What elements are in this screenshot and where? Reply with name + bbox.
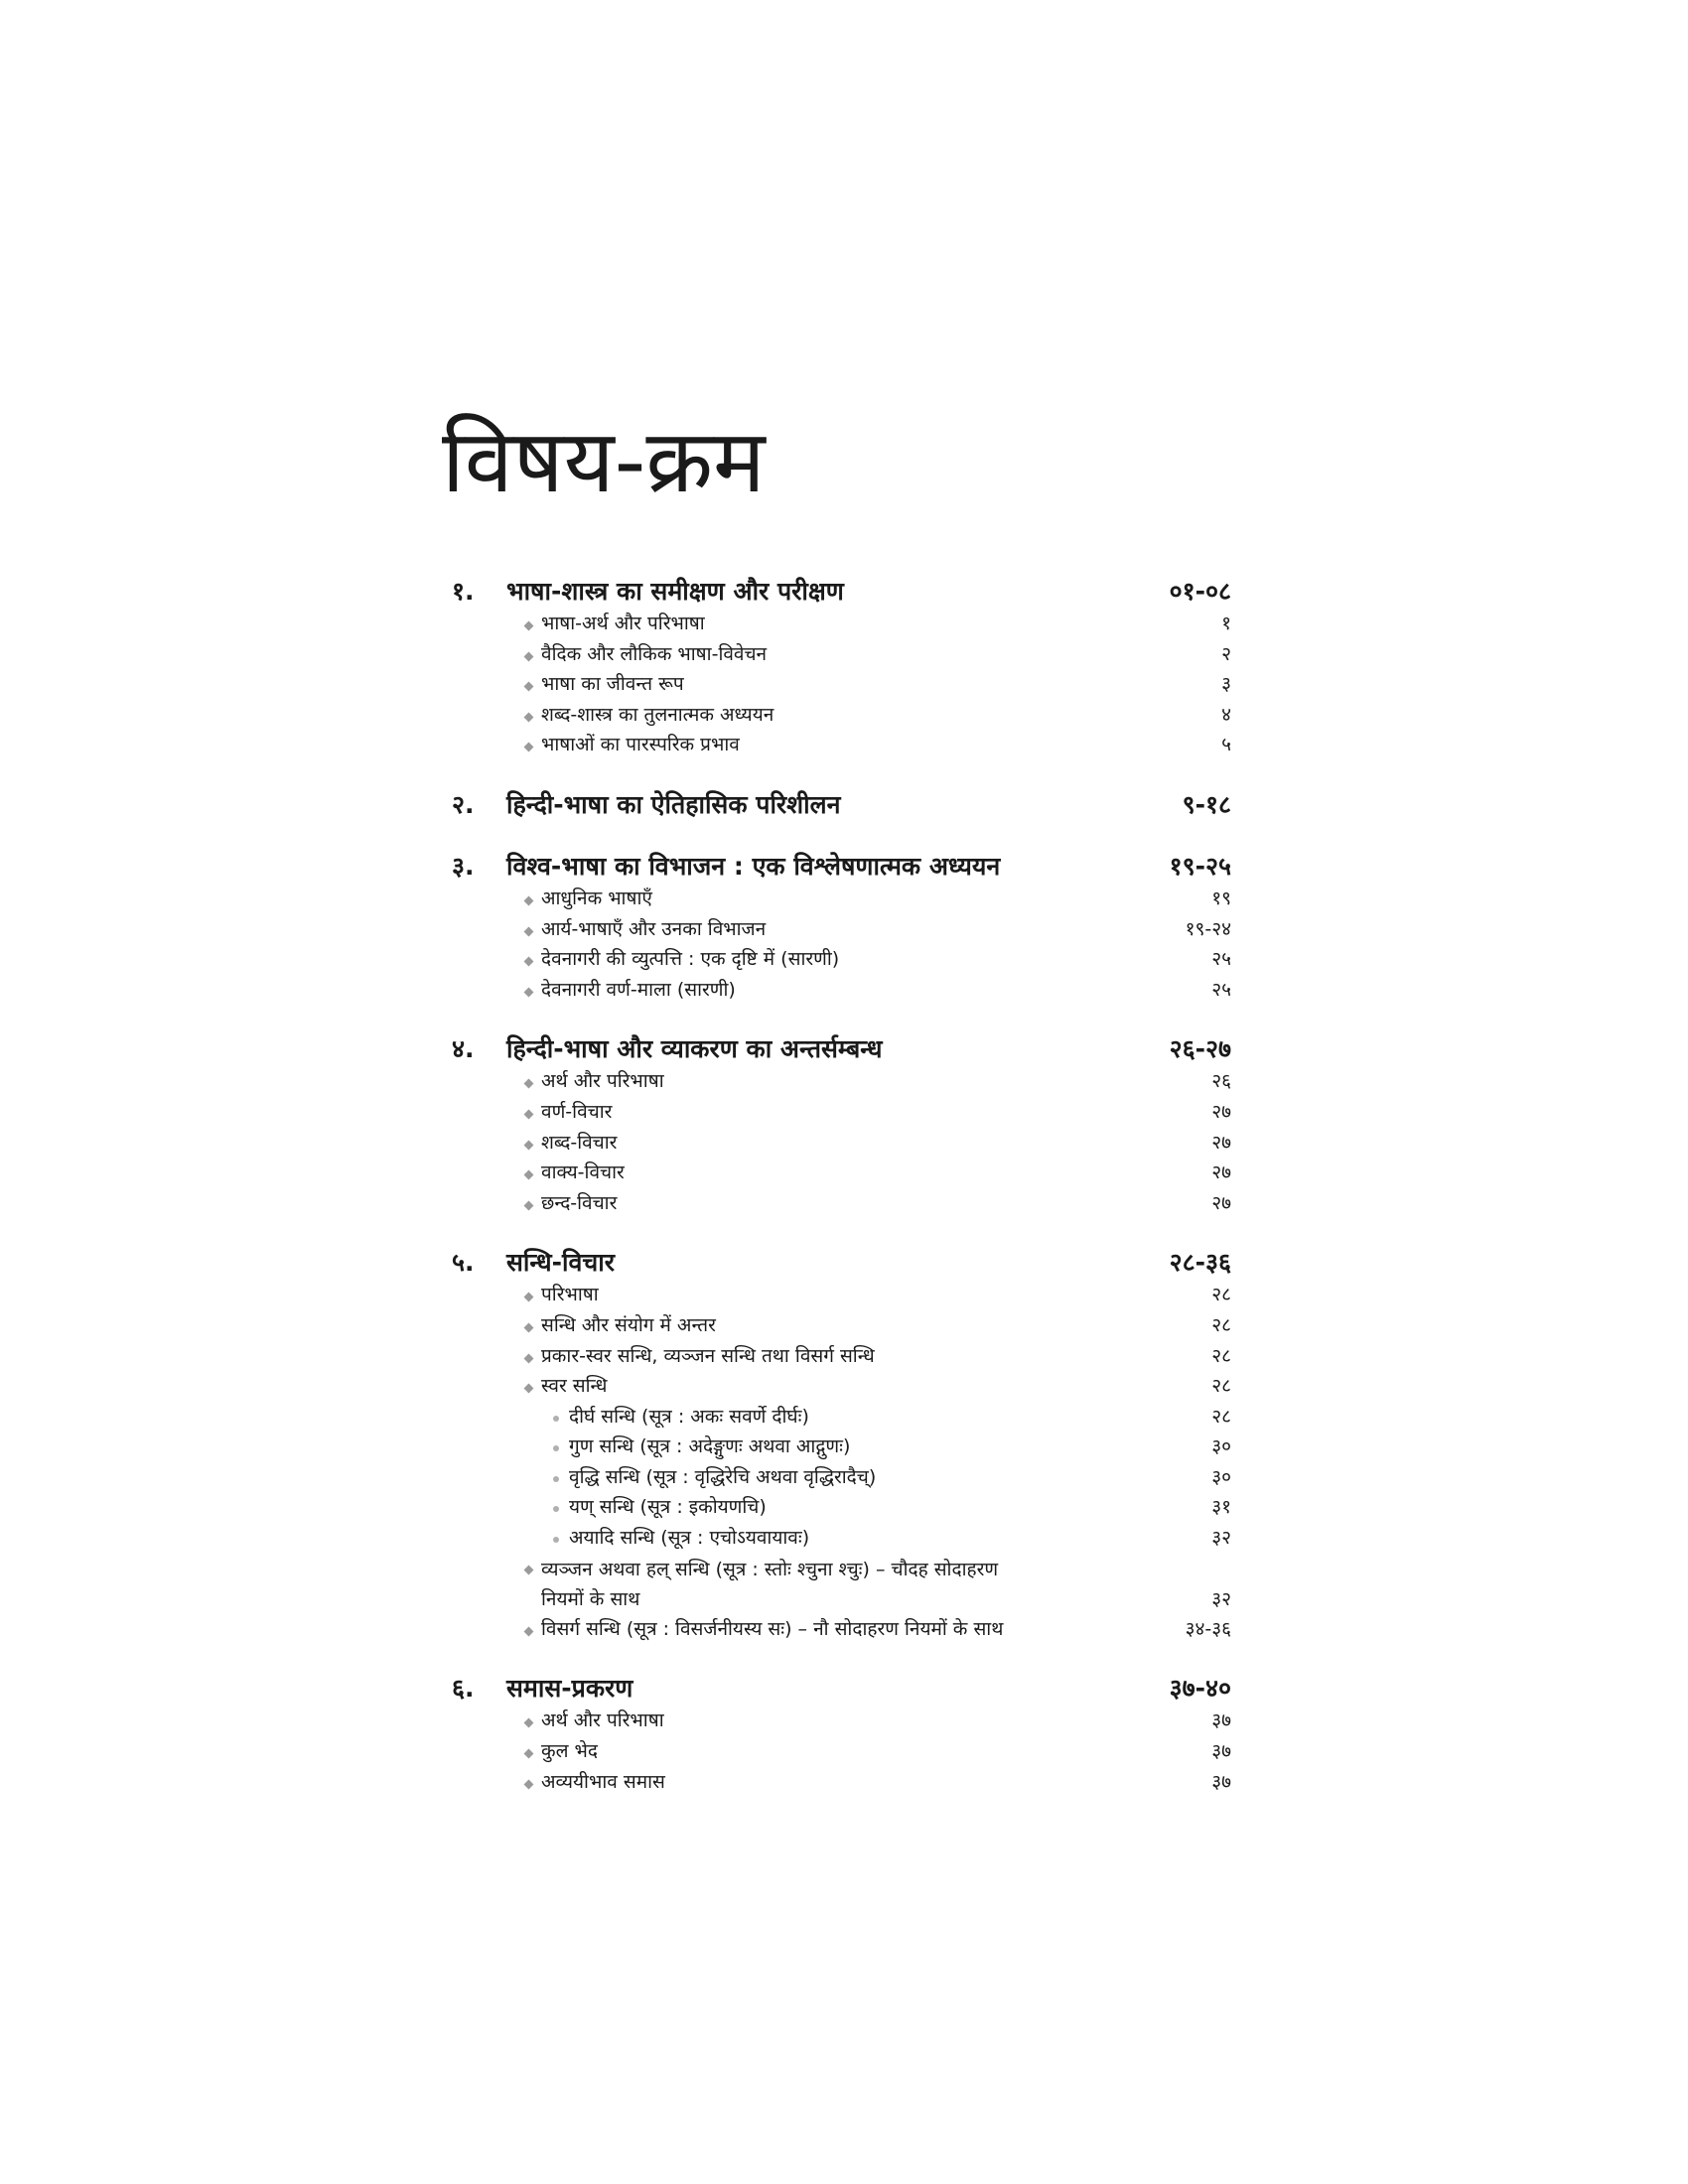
page-title: विषय-क्रम (442, 410, 766, 512)
item-pages: ३७ (1211, 1770, 1231, 1793)
table-of-contents (452, 574, 1231, 1824)
chapter-6 (452, 1671, 1231, 1798)
item-text-multiline (521, 1555, 1192, 1615)
chapter-pages: १९-२५ (1169, 851, 1231, 881)
dot-bullet-icon (553, 1476, 559, 1482)
chapter-1 (452, 574, 1231, 761)
item-pages: २७ (1211, 1131, 1231, 1154)
chapter-heading[interactable] (452, 1031, 1231, 1067)
item-pages: ३७ (1211, 1740, 1231, 1763)
subitem-pages: ३२ (1211, 1527, 1231, 1550)
chapter-4 (452, 1031, 1231, 1219)
item-text: सन्धि और संयोग में अन्तर (541, 1313, 716, 1336)
item-text: वाक्य-विचार (541, 1161, 625, 1184)
item-pages: ३७ (1211, 1709, 1231, 1732)
item-text: अर्थ और परिभाषा (541, 1070, 664, 1093)
toc-item[interactable] (452, 1129, 1231, 1160)
toc-item[interactable] (452, 670, 1231, 701)
chapter-pages: २८-३६ (1169, 1248, 1231, 1278)
dot-bullet-icon (553, 1416, 559, 1422)
item-text: देवनागरी वर्ण-माला (सारणी) (541, 978, 736, 1001)
item-text: आर्य-भाषाएँ और उनका विभाजन (541, 917, 767, 940)
item-pages: ३ (1221, 673, 1231, 696)
chapter-title: भाषा-शास्त्र का समीक्षण और परीक्षण (506, 577, 844, 606)
toc-item[interactable] (452, 1067, 1231, 1098)
item-pages: ५ (1221, 734, 1231, 756)
item-text: वर्ण-विचार (541, 1100, 613, 1123)
toc-item[interactable] (452, 1372, 1231, 1403)
item-text: भाषा-अर्थ और परिभाषा (541, 613, 705, 634)
subitem-pages: २८ (1211, 1405, 1231, 1428)
toc-item[interactable] (452, 1737, 1231, 1768)
chapter-pages: ०१-०८ (1169, 577, 1231, 606)
toc-item[interactable] (452, 1189, 1231, 1220)
item-text: अर्थ और परिभाषा (541, 1709, 664, 1732)
subitem-pages: ३१ (1211, 1496, 1231, 1519)
toc-item[interactable] (452, 1342, 1231, 1373)
chapter-title: विश्व-भाषा का विभाजन : एक विश्लेषणात्मक अध्ययन (506, 851, 1001, 881)
item-pages: १९-२४ (1185, 917, 1231, 940)
subitem-text: वृद्धि सन्धि (सूत्र : वृद्धिरेचि अथवा वृद्धिरादैच्) (569, 1465, 877, 1488)
item-pages: ३४-३६ (1185, 1617, 1231, 1640)
chapter-heading[interactable] (452, 1245, 1231, 1281)
item-pages: १९ (1211, 887, 1231, 909)
item-pages: २७ (1211, 1161, 1231, 1184)
chapter-title: समास-प्रकरण (506, 1674, 633, 1704)
toc-item[interactable] (452, 731, 1231, 761)
item-pages: २८ (1211, 1284, 1231, 1306)
item-pages: २७ (1211, 1100, 1231, 1123)
item-text: देवनागरी की व्युत्पत्ति : एक दृष्टि में (सारणी) (541, 948, 840, 971)
toc-item[interactable] (452, 1159, 1231, 1189)
item-text: शब्द-शास्त्र का तुलनात्मक अध्ययन (541, 703, 774, 726)
chapter-heading[interactable] (452, 1671, 1231, 1706)
item-text: वैदिक और लौकिक भाषा-विवेचन (541, 642, 768, 665)
toc-item[interactable] (452, 1768, 1231, 1799)
chapter-heading[interactable] (452, 849, 1231, 885)
chapter-number: ६. (452, 1674, 475, 1704)
subitem-pages: ३० (1211, 1435, 1231, 1458)
chapter-number: २. (452, 789, 475, 819)
item-text: शब्द-विचार (541, 1131, 618, 1154)
item-pages: २८ (1211, 1375, 1231, 1398)
toc-subitem[interactable] (452, 1524, 1231, 1555)
item-text: भाषा का जीवन्त रूप (541, 673, 684, 696)
item-text: भाषाओं का पारस्परिक प्रभाव (541, 734, 740, 756)
chapter-5 (452, 1245, 1231, 1645)
item-text: आधुनिक भाषाएँ (541, 887, 652, 909)
item-pages: २५ (1211, 948, 1231, 971)
toc-item[interactable] (452, 701, 1231, 732)
chapter-number: ५. (452, 1248, 475, 1278)
toc-item[interactable] (452, 1706, 1231, 1737)
toc-item[interactable] (452, 1098, 1231, 1129)
toc-item[interactable] (452, 610, 1231, 640)
toc-item[interactable] (452, 1615, 1231, 1646)
subitem-pages: ३० (1211, 1465, 1231, 1488)
item-text: स्वर सन्धि (541, 1375, 608, 1398)
chapter-2 (452, 787, 1231, 823)
chapter-3 (452, 849, 1231, 1006)
item-text: अव्ययीभाव समास (541, 1770, 665, 1793)
chapter-number: १. (452, 577, 475, 606)
item-pages: २७ (1211, 1191, 1231, 1214)
chapter-pages: ९-१८ (1182, 789, 1231, 819)
item-text: कुल भेद (541, 1740, 598, 1763)
item-pages: २८ (1211, 1313, 1231, 1336)
item-pages: २५ (1211, 978, 1231, 1001)
toc-item[interactable] (452, 1555, 1231, 1615)
subitem-text: दीर्घ सन्धि (सूत्र : अकः सवर्णे दीर्घः) (569, 1405, 809, 1428)
item-pages: २६ (1211, 1070, 1231, 1093)
chapter-pages: २६-२७ (1169, 1034, 1231, 1064)
toc-subitem[interactable] (452, 1403, 1231, 1433)
toc-subitem[interactable] (452, 1463, 1231, 1494)
toc-item[interactable] (452, 915, 1231, 946)
item-text: छन्द-विचार (541, 1191, 618, 1214)
subitem-text: गुण सन्धि (सूत्र : अदेङ्गुणः अथवा आद्गुणः) (569, 1435, 851, 1458)
item-pages: १ (1221, 613, 1231, 634)
item-pages: २ (1221, 642, 1231, 665)
toc-subitem[interactable] (452, 1493, 1231, 1524)
chapter-pages: ३७-४० (1169, 1674, 1231, 1704)
toc-item[interactable] (452, 945, 1231, 976)
chapter-title: सन्धि-विचार (506, 1248, 616, 1278)
chapter-number: ४. (452, 1034, 475, 1064)
subitem-text: यण् सन्धि (सूत्र : इकोयणचि) (569, 1496, 767, 1519)
toc-subitem[interactable] (452, 1433, 1231, 1463)
toc-item[interactable] (452, 1311, 1231, 1342)
item-text-line-2: नियमों के साथ (541, 1588, 640, 1611)
chapter-number: ३. (452, 851, 475, 881)
toc-item[interactable] (452, 976, 1231, 1007)
item-text: परिभाषा (541, 1284, 599, 1306)
chapter-title: हिन्दी-भाषा का ऐतिहासिक परिशीलन (506, 789, 841, 819)
item-pages: ४ (1221, 703, 1231, 726)
item-text-line-1: व्यञ्जन अथवा हल् सन्धि (सूत्र : स्तोः श्चुना श्चुः) – चौदह सोदाहरण (541, 1558, 999, 1580)
item-text: प्रकार-स्वर सन्धि, व्यञ्जन सन्धि तथा विसर्ग सन्धि (541, 1344, 875, 1367)
chapter-title: हिन्दी-भाषा और व्याकरण का अन्तर्सम्बन्ध (506, 1034, 883, 1064)
toc-item[interactable] (452, 885, 1231, 915)
toc-item[interactable] (452, 1281, 1231, 1311)
item-text: विसर्ग सन्धि (सूत्र : विसर्जनीयस्य सः) – नौ सोदाहरण नियमों के साथ (541, 1617, 1004, 1640)
item-pages: २८ (1211, 1344, 1231, 1367)
subitem-text: अयादि सन्धि (सूत्र : एचोऽयवायावः) (569, 1527, 810, 1550)
toc-item[interactable] (452, 640, 1231, 671)
item-pages: ३२ (1211, 1588, 1231, 1611)
chapter-heading[interactable] (452, 787, 1231, 823)
chapter-heading[interactable] (452, 574, 1231, 610)
